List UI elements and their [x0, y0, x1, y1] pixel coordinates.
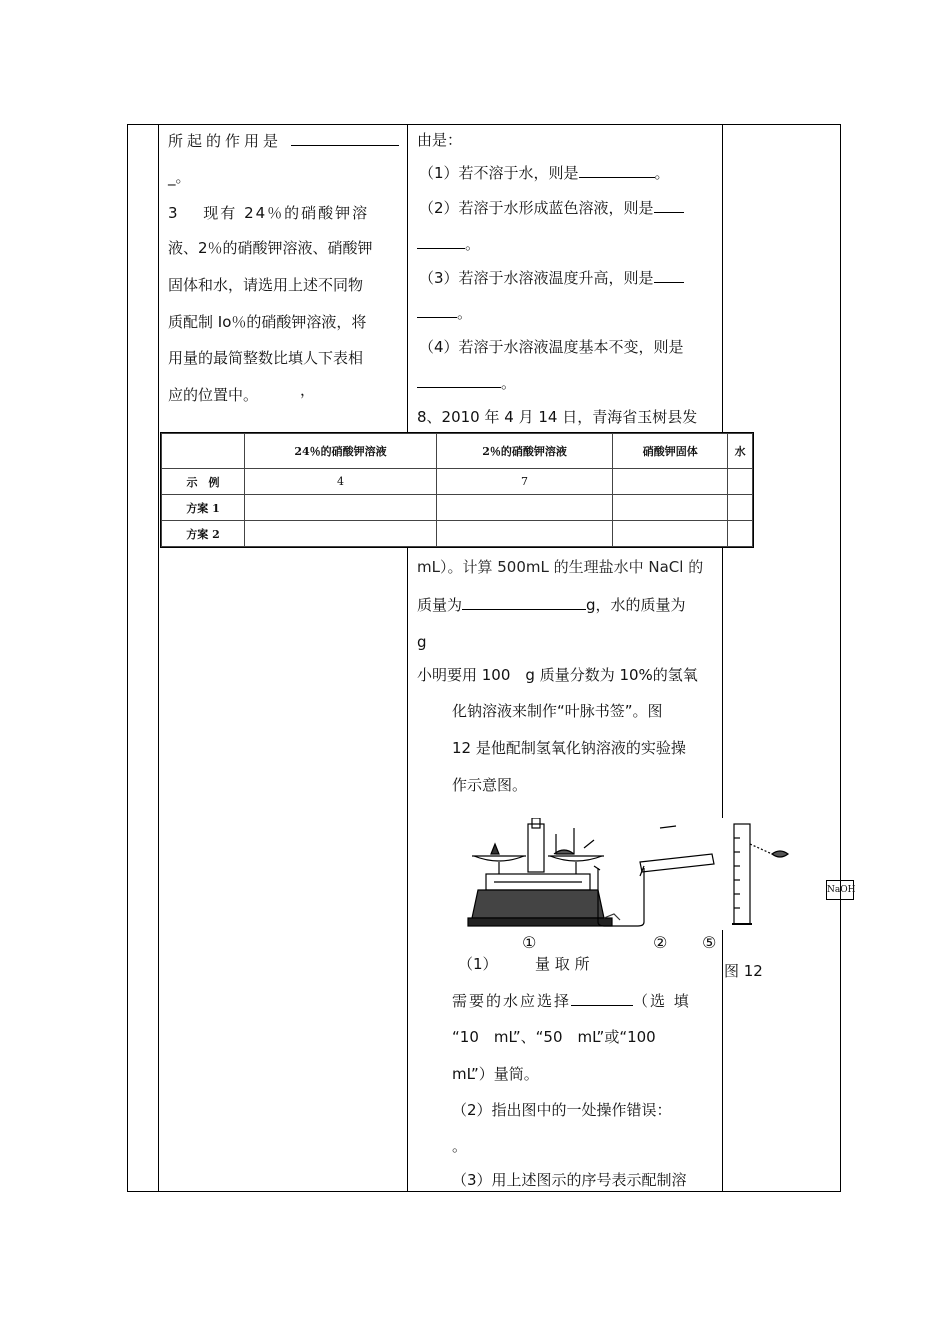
table-cell [613, 469, 728, 495]
right-line-5: （3）若溶于水溶液温度升高，则是 [419, 267, 684, 288]
table-cell [436, 521, 612, 547]
right-line-11: 质量为 g，水的质量为 [417, 596, 686, 614]
table-cell [613, 521, 728, 547]
right-line-15: 12 是他配制氢氧化钠溶液的实验操 [452, 739, 686, 757]
frame-right [840, 124, 841, 1192]
right-line-6: 。 [417, 302, 472, 323]
beaker-icon [594, 826, 714, 926]
stray-mark: ， [300, 381, 316, 399]
column-divider-1 [158, 124, 159, 1192]
right-line-19: “10 mL”、“50 mL”或“100 [452, 1028, 656, 1046]
left-line-8: 应的位置中。 [168, 386, 259, 404]
right-line-8: 。 [417, 372, 516, 393]
left-line-1: 所起的作用是 [168, 130, 399, 151]
right-line-13: 小明要用 100 g 质量分数为 10%的氢氧 [417, 666, 698, 684]
left-line-6: 质配制 Io％的硝酸钾溶液，将 [168, 313, 367, 331]
right-line-23: （3）用上述图示的序号表示配制溶 [452, 1171, 687, 1189]
lab-figure [464, 818, 794, 930]
column-divider-2 [407, 124, 408, 1192]
table-header-cell: 水 [728, 434, 753, 469]
table-row [162, 521, 753, 547]
table-cell: 方案 1 [162, 495, 245, 521]
table-cell: 方案 2 [162, 521, 245, 547]
column-divider-3 [722, 124, 723, 1192]
right-line-9: 8、2010 年 4 月 14 日，青海省玉树县发 [417, 408, 698, 426]
table-cell [728, 495, 753, 521]
right-line-21: （2）指出图中的一处操作错误： [452, 1101, 672, 1119]
table-cell [436, 495, 612, 521]
graduated-cylinder-icon [732, 824, 788, 924]
table-cell: 7 [436, 469, 612, 495]
left-line-5: 固体和水，请选用上述不同物 [168, 276, 364, 294]
balance-scale-icon [468, 818, 612, 926]
right-line-10: mL）。计算 500mL 的生理盐水中 NaCl 的 [417, 558, 704, 576]
table-header-cell: 硝酸钾固体 [613, 434, 728, 469]
table-row [162, 495, 753, 521]
table-cell [728, 521, 753, 547]
right-line-1: 由是： [417, 131, 463, 149]
right-line-17: （1） 量 取 所 [458, 955, 590, 973]
left-line-4: 液、2％的硝酸钾溶液、硝酸钾 [168, 239, 373, 257]
right-line-2: （1）若不溶于水，则是 。 [419, 164, 670, 182]
left-line-7: 用量的最简整数比填人下表相 [168, 349, 364, 367]
table-cell [728, 469, 753, 495]
table-header-cell: 2％的硝酸钾溶液 [436, 434, 612, 469]
table-header-cell [162, 434, 245, 469]
right-line-4: 。 [417, 233, 480, 254]
right-line-16: 作示意图。 [452, 776, 528, 794]
frame-bottom [127, 1191, 841, 1192]
left-line-3: 3 现有 24％的硝酸钾溶 [168, 204, 370, 222]
frame-top [127, 124, 841, 125]
right-line-14: 化钠溶液来制作“叶脉书签”。图 [452, 702, 663, 720]
right-line-20: mL”）量筒。 [452, 1065, 539, 1083]
right-line-3: （2）若溶于水形成蓝色溶液，则是 [419, 197, 684, 218]
table-cell [613, 495, 728, 521]
naoh-label: NaOH [826, 880, 854, 900]
table-header-row [162, 434, 753, 469]
ratio-table [160, 432, 754, 548]
table-row [162, 469, 753, 495]
left-line-2: _。 [168, 168, 191, 186]
right-line-7: （4）若溶于水溶液温度基本不变，则是 [419, 338, 684, 356]
frame-left [127, 124, 128, 1192]
table-cell: 4 [245, 469, 437, 495]
right-line-22: 。 [452, 1137, 468, 1155]
figure-caption: 图 12 [724, 962, 763, 980]
table-cell [245, 521, 437, 547]
figure-label-2: ② [653, 933, 668, 952]
table-header-cell: 24％的硝酸钾溶液 [245, 434, 437, 469]
right-line-12: g [417, 633, 427, 651]
figure-label-5: ⑤ [702, 933, 717, 952]
table-cell [245, 495, 437, 521]
lab-apparatus-illustration [464, 818, 794, 930]
right-line-18: 需要的水应选择 （选 填 [452, 992, 691, 1010]
figure-label-1: ① [522, 933, 537, 952]
table-cell: 示 例 [162, 469, 245, 495]
